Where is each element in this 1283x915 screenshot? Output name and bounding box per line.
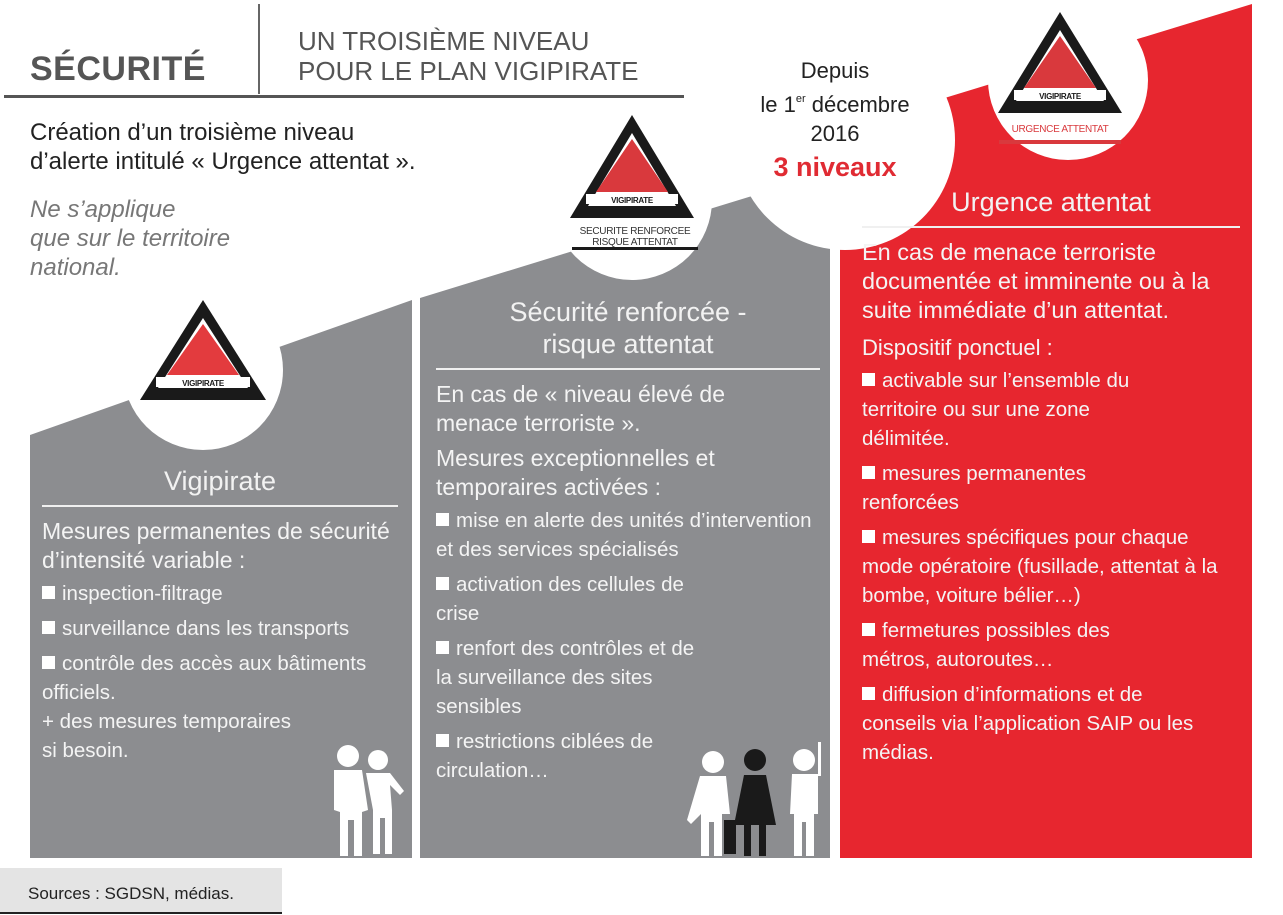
since-line: Depuis xyxy=(800,58,870,83)
sources-text: Sources : SGDSN, médias. xyxy=(28,884,234,903)
square-bullet-icon xyxy=(42,586,55,599)
level-description: En cas de « niveau élevé de menace terroriste ». xyxy=(436,381,725,436)
intro-text xyxy=(30,118,416,176)
intro-note xyxy=(30,195,230,282)
item-text: inspection-filtrage xyxy=(62,582,223,605)
item-text: mesures spécifiques pour chaque mode opératoire (fusillade, attentat à la bombe, voiture bélier…) xyxy=(862,526,1218,607)
level-rule xyxy=(42,505,398,507)
level-description: Mesures permanentes de sécurité d’intensité variable : xyxy=(42,518,390,573)
square-bullet-icon xyxy=(436,513,449,526)
level-title-line: Sécurité renforcée - xyxy=(509,297,747,327)
square-bullet-icon xyxy=(436,641,449,654)
item-text: fermetures possibles des métros, autoroutes… xyxy=(862,619,1110,671)
since-line xyxy=(740,85,930,119)
level-title: Urgence attentat xyxy=(951,187,1151,217)
list-item xyxy=(436,570,716,628)
since-text: le 1 xyxy=(760,92,796,117)
badge-caption-line: RISQUE ATTENTAT xyxy=(592,237,678,248)
note-line: que sur le territoire xyxy=(30,225,231,252)
list-item xyxy=(436,634,706,721)
square-bullet-icon xyxy=(862,623,875,636)
since-sup: er xyxy=(795,93,806,105)
list-item xyxy=(862,616,1162,674)
square-bullet-icon xyxy=(862,373,875,386)
square-bullet-icon xyxy=(42,656,55,669)
since-date-callout xyxy=(740,56,930,184)
since-line: 2016 xyxy=(810,121,860,146)
item-text: restrictions ciblées de circulation… xyxy=(436,730,654,782)
level-title-line: risque attentat xyxy=(542,329,714,359)
badge-caption xyxy=(572,226,698,248)
title-divider xyxy=(258,4,260,94)
page-subtitle xyxy=(298,26,639,86)
badge-caption-line: URGENCE ATTENTAT xyxy=(1011,124,1109,135)
list-item xyxy=(862,680,1222,767)
list-item xyxy=(862,523,1222,610)
item-text: activable sur l’ensemble du territoire ou sur une zone délimitée. xyxy=(862,369,1130,450)
level-rule xyxy=(436,368,820,370)
level-urgence-attentat xyxy=(862,186,1240,773)
level-items xyxy=(42,579,398,765)
badge-label: VIGIPIRATE xyxy=(182,379,224,388)
subtitle-line: UN TROISIÈME NIVEAU xyxy=(298,26,590,56)
list-item xyxy=(42,614,398,643)
list-item xyxy=(862,459,1152,517)
list-item-extra: + des mesures temporaires si besoin. xyxy=(42,710,291,762)
square-bullet-icon xyxy=(862,530,875,543)
note-line: national. xyxy=(30,254,121,281)
list-item xyxy=(436,727,676,785)
badge-label: VIGIPIRATE xyxy=(611,196,653,205)
level-items xyxy=(862,366,1240,767)
subtitle-line: POUR LE PLAN VIGIPIRATE xyxy=(298,56,639,86)
badge-caption-line: SECURITE RENFORCEE xyxy=(579,226,691,237)
header-rule xyxy=(4,95,684,98)
level-rule xyxy=(862,226,1240,228)
level-title xyxy=(436,296,820,360)
square-bullet-icon xyxy=(436,734,449,747)
level-items xyxy=(436,506,820,785)
badge-label: VIGIPIRATE xyxy=(1039,92,1081,101)
note-line: Ne s’applique xyxy=(30,196,176,223)
level-securite-renforcee xyxy=(436,296,820,791)
level-title: Vigipirate xyxy=(163,466,277,496)
item-text: contrôle des accès aux bâtiments officiels. xyxy=(42,652,367,704)
level-description: En cas de menace terroriste documentée et imminente ou à la suite immédiate d’un attentat. xyxy=(862,239,1210,323)
list-item xyxy=(862,366,1162,453)
item-text: surveillance dans les transports xyxy=(62,617,350,640)
badge-caption xyxy=(999,124,1121,135)
square-bullet-icon xyxy=(436,577,449,590)
item-text: activation des cellules de crise xyxy=(436,573,684,625)
page-title: SÉCURITÉ xyxy=(30,50,206,88)
square-bullet-icon xyxy=(862,466,875,479)
item-text: diffusion d’informations et de conseils via l’application SAIP ou les médias. xyxy=(862,683,1194,764)
since-text: décembre xyxy=(805,92,910,117)
level-vigipirate xyxy=(42,465,398,771)
intro-line: d’alerte intitulé « Urgence attentat ». xyxy=(30,148,416,175)
item-text: renfort des contrôles et de la surveillance des sites sensibles xyxy=(436,637,695,718)
level-description-2: Mesures exceptionnelles et temporaires activées : xyxy=(436,445,715,500)
item-text: mise en alerte des unités d’intervention et des services spécialisés xyxy=(436,509,812,561)
square-bullet-icon xyxy=(42,621,55,634)
intro-line: Création d’un troisième niveau xyxy=(30,119,355,146)
list-item xyxy=(42,579,398,608)
list-item xyxy=(436,506,820,564)
square-bullet-icon xyxy=(862,687,875,700)
levels-count: 3 niveaux xyxy=(773,152,897,182)
item-text: mesures permanentes renforcées xyxy=(862,462,1086,514)
level-description-2: Dispositif ponctuel : xyxy=(862,335,1053,360)
list-item xyxy=(42,649,398,707)
